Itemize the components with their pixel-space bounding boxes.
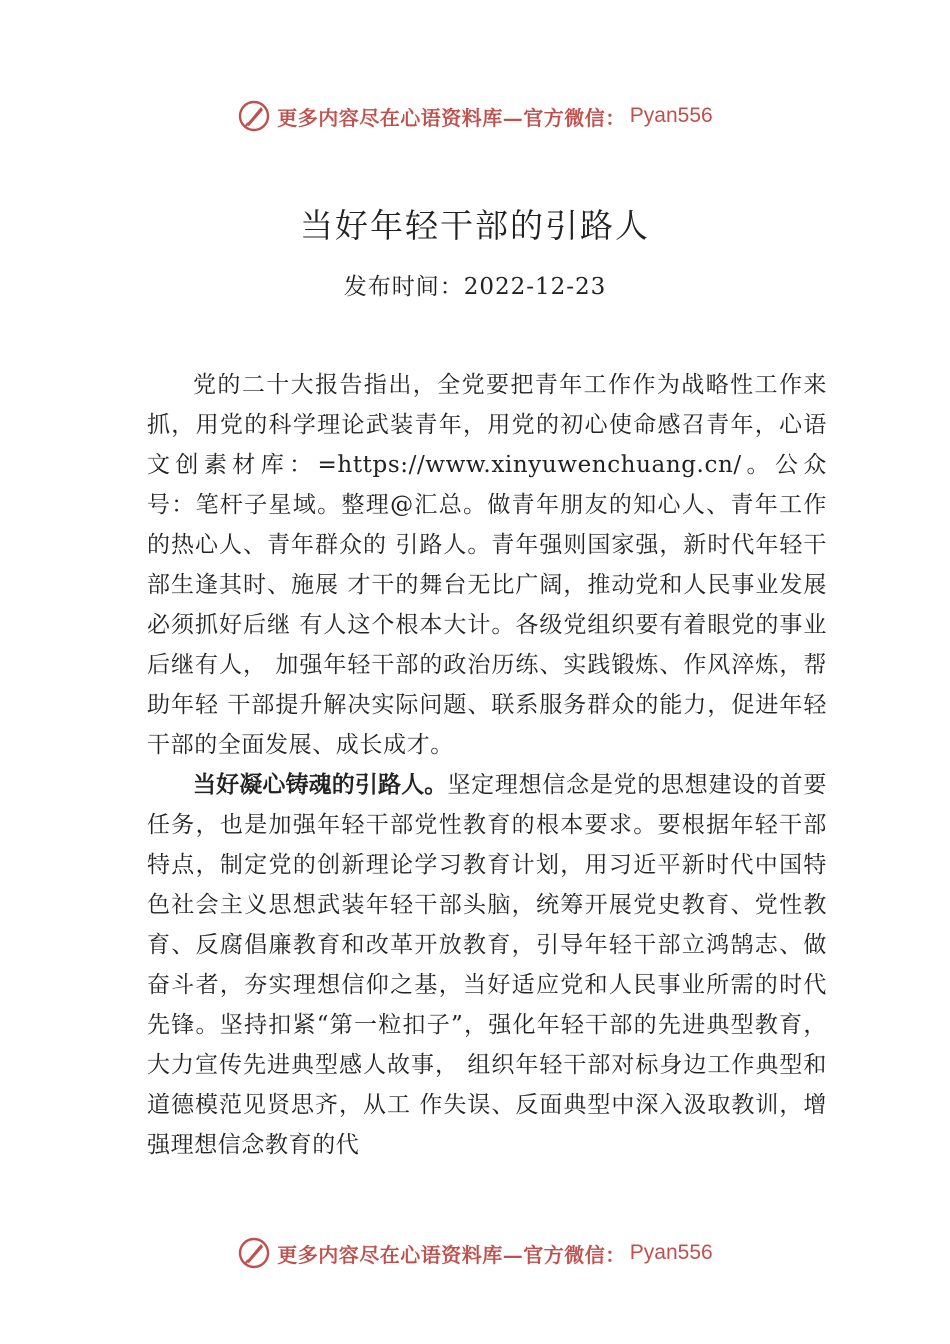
banner-wechat-id: Pyan556 [629,1241,713,1264]
article-paragraph-1: 党的二十大报告指出，全党要把青年工作作为战略性工作来抓，用党的科学理论武装青年，用党的初心使命感召青年，心语文创素材库：=https://www.xinyuwenchuang.cn/。公众号：笔杆子星域。整理@汇总。做青年朋友的知心人、青年工作的热心人、青年群众的 引路人。青年强则国家强，新时代年轻干部生逢其时、施展 才干的舞台无比广阔，推动党和人民事业发展必须抓好后继 有人这个根本大计。各级党组织要有着眼党的事业后继有人， 加强年轻干部的政治历练、实践锻炼、作风淬炼，帮助年轻 干部提升解决实际问题、联系服务群众的能力，促进年轻干部的全面发展、成长成才。 [147,372,827,758]
quill-logo-icon [237,1236,271,1270]
quill-logo-icon [237,99,271,133]
banner-text: 更多内容尽在心语资料库—官方微信： [277,1242,626,1267]
article-body [147,365,827,1165]
header-banner [0,96,950,136]
paragraph-lead-heading: 当好凝心铸魂的引路人。 [193,772,448,798]
article-paragraph-2 [147,765,827,1165]
footer-banner [0,1233,950,1273]
page-title: 当好年轻干部的引路人 [300,206,650,245]
banner-text: 更多内容尽在心语资料库—官方微信： [277,105,626,130]
banner-wechat-id: Pyan556 [629,104,713,127]
publish-date: 发布时间：2022-12-23 [343,274,607,300]
paragraph-2-text: 坚定理想信念是党的思想建设的首要任务，也是加强年轻干部党性教育的根本要求。要根据年轻干部特点，制定党的创新理论学习教育计划，用习近平新时代中国特色社会主义思想武装年轻干部头脑，统筹开展党史教育、党性教育、反腐倡廉教育和改革开放教育，引导年轻干部立鸿鹄志、做奋斗者，夯实理想信仰之基，当好适应党和人民事业所需的时代先锋。坚持扣紧“第一粒扣子”，强化年轻干部的先进典型教育，大力宣传先进典型感人故事， 组织年轻干部对标身边工作典型和道德模范见贤思齐，从工 作失误、反面典型中深入汲取教训，增强理想信念教育的代 [147,772,827,1158]
